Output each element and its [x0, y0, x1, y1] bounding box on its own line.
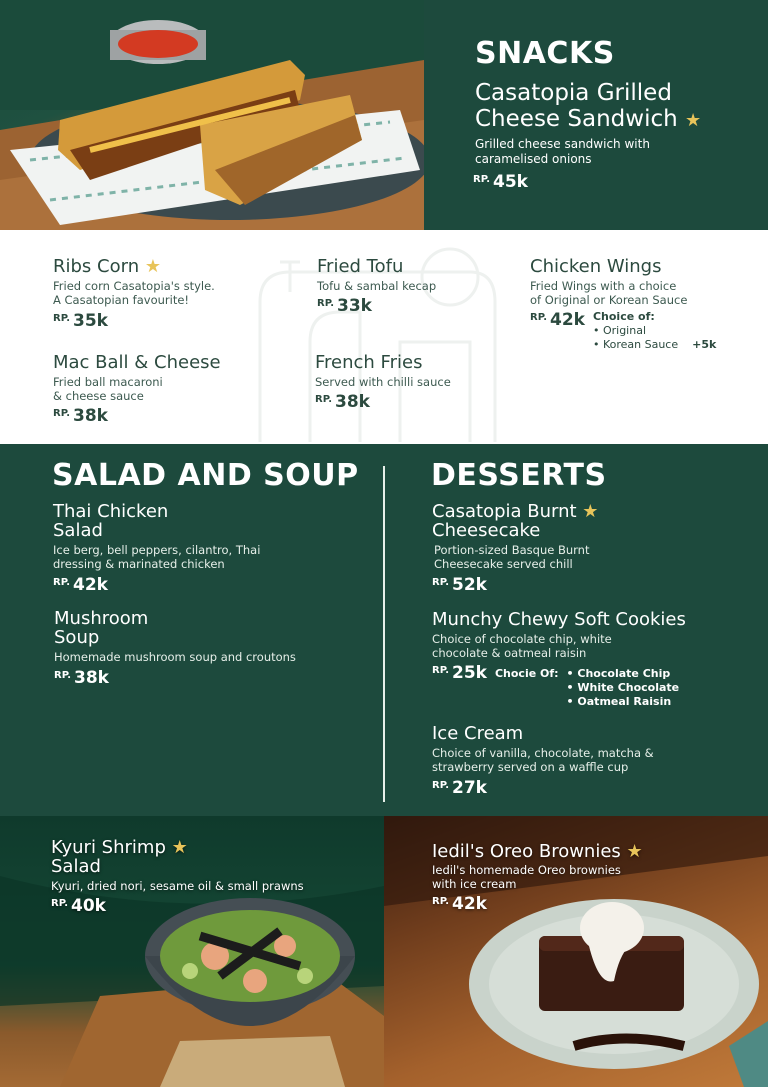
choice-option: • Chocolate Chip [566, 667, 671, 680]
item-desc-line2: with ice cream [432, 877, 517, 891]
choice-option: • Original [592, 324, 646, 337]
menu-item-soft-cookies [432, 610, 762, 709]
item-title: Fried Tofu [317, 256, 404, 277]
choice-list [593, 310, 716, 352]
menu-item-ice-cream [432, 724, 762, 798]
grilled-cheese-illustration [0, 0, 424, 230]
item-desc-line1: Choice of chocolate chip, white [432, 632, 612, 646]
item-desc-line2: strawberry served on a waffle cup [432, 760, 629, 774]
menu-item-burnt-cheesecake [432, 502, 752, 595]
item-desc-line1: Kyuri, dried nori, sesame oil & small prawns [51, 879, 304, 893]
price-value: 38k [335, 392, 370, 412]
price-currency: RP. [53, 313, 70, 324]
item-title: Chicken Wings [530, 256, 662, 277]
item-price [317, 296, 436, 316]
item-price [432, 778, 762, 798]
item-desc-line1: Ice berg, bell peppers, cilantro, Thai [53, 543, 261, 557]
price-value: 42k [73, 575, 108, 595]
featured-item-title-text: Cheese Sandwich [475, 106, 678, 132]
price-value: 42k [550, 310, 585, 330]
item-price-row [432, 663, 762, 709]
choice-option [593, 338, 716, 352]
item-price [53, 406, 221, 426]
item-price [530, 310, 585, 352]
price-value: 38k [74, 668, 109, 688]
item-desc-line2: of Original or Korean Sauce [530, 293, 688, 307]
item-desc-line2: A Casatopian favourite! [53, 293, 190, 307]
item-desc-line1: Served with chilli sauce [315, 375, 451, 389]
item-desc-line1: Choice of vanilla, chocolate, matcha & [432, 746, 654, 760]
price-currency: RP. [432, 896, 449, 907]
item-price-row [530, 310, 760, 352]
item-desc-line2: & cheese sauce [53, 389, 144, 403]
star-icon: ★ [171, 837, 188, 858]
price-currency: RP. [317, 298, 334, 309]
price-value: 52k [452, 575, 487, 595]
item-desc-line1: Homemade mushroom soup and croutons [54, 650, 296, 664]
item-price [432, 894, 643, 914]
star-icon: ★ [685, 110, 702, 131]
kyuri-shrimp-photo [0, 816, 384, 1087]
featured-item-title-line2 [475, 106, 701, 134]
choice-option: • White Chocolate [566, 681, 680, 694]
featured-item-price [473, 172, 528, 192]
featured-item-desc-line1: Grilled cheese sandwich with [475, 137, 650, 151]
price-currency: RP. [53, 577, 70, 588]
item-price [432, 575, 752, 595]
item-title [53, 256, 215, 277]
item-title-line1: Thai Chicken [53, 501, 169, 522]
snacks-list [0, 230, 768, 444]
price-currency: RP. [315, 394, 332, 405]
price-value: 40k [71, 896, 106, 916]
choice-label: Chocie Of: [494, 667, 559, 680]
item-desc-line1: Fried ball macaroni [53, 375, 163, 389]
price-currency: RP. [432, 577, 449, 588]
item-price [432, 663, 487, 709]
star-icon: ★ [144, 256, 161, 277]
menu-item-mushroom-soup [54, 609, 374, 688]
price-currency: RP. [530, 312, 547, 323]
menu-item-kyuri-shrimp-salad [51, 838, 304, 916]
choice-label: Choice of: [592, 310, 655, 323]
oreo-brownies-photo [384, 816, 768, 1087]
item-desc-line2: chocolate & oatmeal raisin [432, 646, 587, 660]
price-currency: RP. [54, 670, 71, 681]
price-currency: RP. [51, 898, 68, 909]
item-title: French Fries [315, 352, 423, 373]
featured-item-desc-line2: caramelised onions [475, 152, 592, 166]
menu-item-thai-chicken-salad [53, 502, 373, 595]
item-price [54, 668, 374, 688]
price-value: 25k [452, 663, 487, 683]
price-currency: RP. [473, 174, 490, 185]
item-desc-line2: Cheesecake served chill [434, 557, 573, 571]
price-value: 33k [337, 296, 372, 316]
item-title-line2: Salad [51, 856, 101, 877]
item-price [53, 575, 373, 595]
choice-extra-price: +5k [692, 338, 717, 351]
menu-item-french-fries [315, 352, 451, 412]
price-value: 45k [493, 172, 528, 192]
menu-item-fried-tofu [317, 256, 436, 316]
item-price [51, 896, 304, 916]
price-value: 42k [452, 894, 487, 914]
item-desc-line1: Tofu & sambal kecap [317, 279, 437, 293]
item-price [315, 392, 451, 412]
menu-item-ribs-corn [53, 256, 215, 331]
item-title-line1: Mushroom [54, 608, 149, 629]
price-value: 38k [73, 406, 108, 426]
item-title-text: Iedil's Oreo Brownies [432, 841, 621, 862]
menu-item-oreo-brownies [432, 842, 643, 914]
item-desc-line2: dressing & marinated chicken [53, 557, 225, 571]
desserts-heading: DESSERTS [431, 458, 607, 493]
item-title-line2: Salad [53, 520, 103, 541]
item-title-line1 [432, 502, 752, 521]
item-desc-line1: Iedil's homemade Oreo brownies [432, 863, 621, 877]
menu-item-chicken-wings [530, 256, 760, 352]
item-title-line1 [51, 838, 304, 857]
item-desc-line1: Fried corn Casatopia's style. [53, 279, 215, 293]
star-icon: ★ [582, 501, 599, 522]
item-desc-line1: Portion-sized Basque Burnt [434, 543, 590, 557]
price-currency: RP. [432, 665, 449, 676]
choice-list [567, 667, 680, 709]
choice-option: • Oatmeal Raisin [566, 695, 672, 708]
item-desc-line1: Fried Wings with a choice [530, 279, 677, 293]
item-title-line1: Munchy Chewy Soft Cookies [432, 609, 686, 630]
item-title-line2: Soup [54, 627, 100, 648]
column-divider [383, 466, 385, 802]
item-title-text: Ribs Corn [53, 256, 140, 277]
item-price [53, 311, 215, 331]
menu-item-mac-ball-cheese [53, 352, 221, 426]
featured-item-title-line1: Casatopia Grilled [475, 80, 672, 106]
star-icon: ★ [626, 841, 643, 862]
salad-soup-heading: SALAD AND SOUP [52, 458, 359, 493]
snacks-feature-panel [424, 0, 768, 230]
snacks-heading: SNACKS [475, 36, 615, 71]
price-currency: RP. [432, 780, 449, 791]
item-title: Mac Ball & Cheese [53, 352, 221, 373]
item-title-text: Casatopia Burnt [432, 501, 577, 522]
choice-option-text: • Korean Sauce [592, 338, 679, 351]
item-title-text: Kyuri Shrimp [51, 837, 166, 858]
price-currency: RP. [53, 408, 70, 419]
grilled-cheese-photo [0, 0, 424, 230]
item-title-line1 [432, 842, 643, 861]
price-value: 35k [73, 311, 108, 331]
item-title-line2: Cheesecake [432, 520, 541, 541]
item-title-line1: Ice Cream [432, 723, 524, 744]
price-value: 27k [452, 778, 487, 798]
